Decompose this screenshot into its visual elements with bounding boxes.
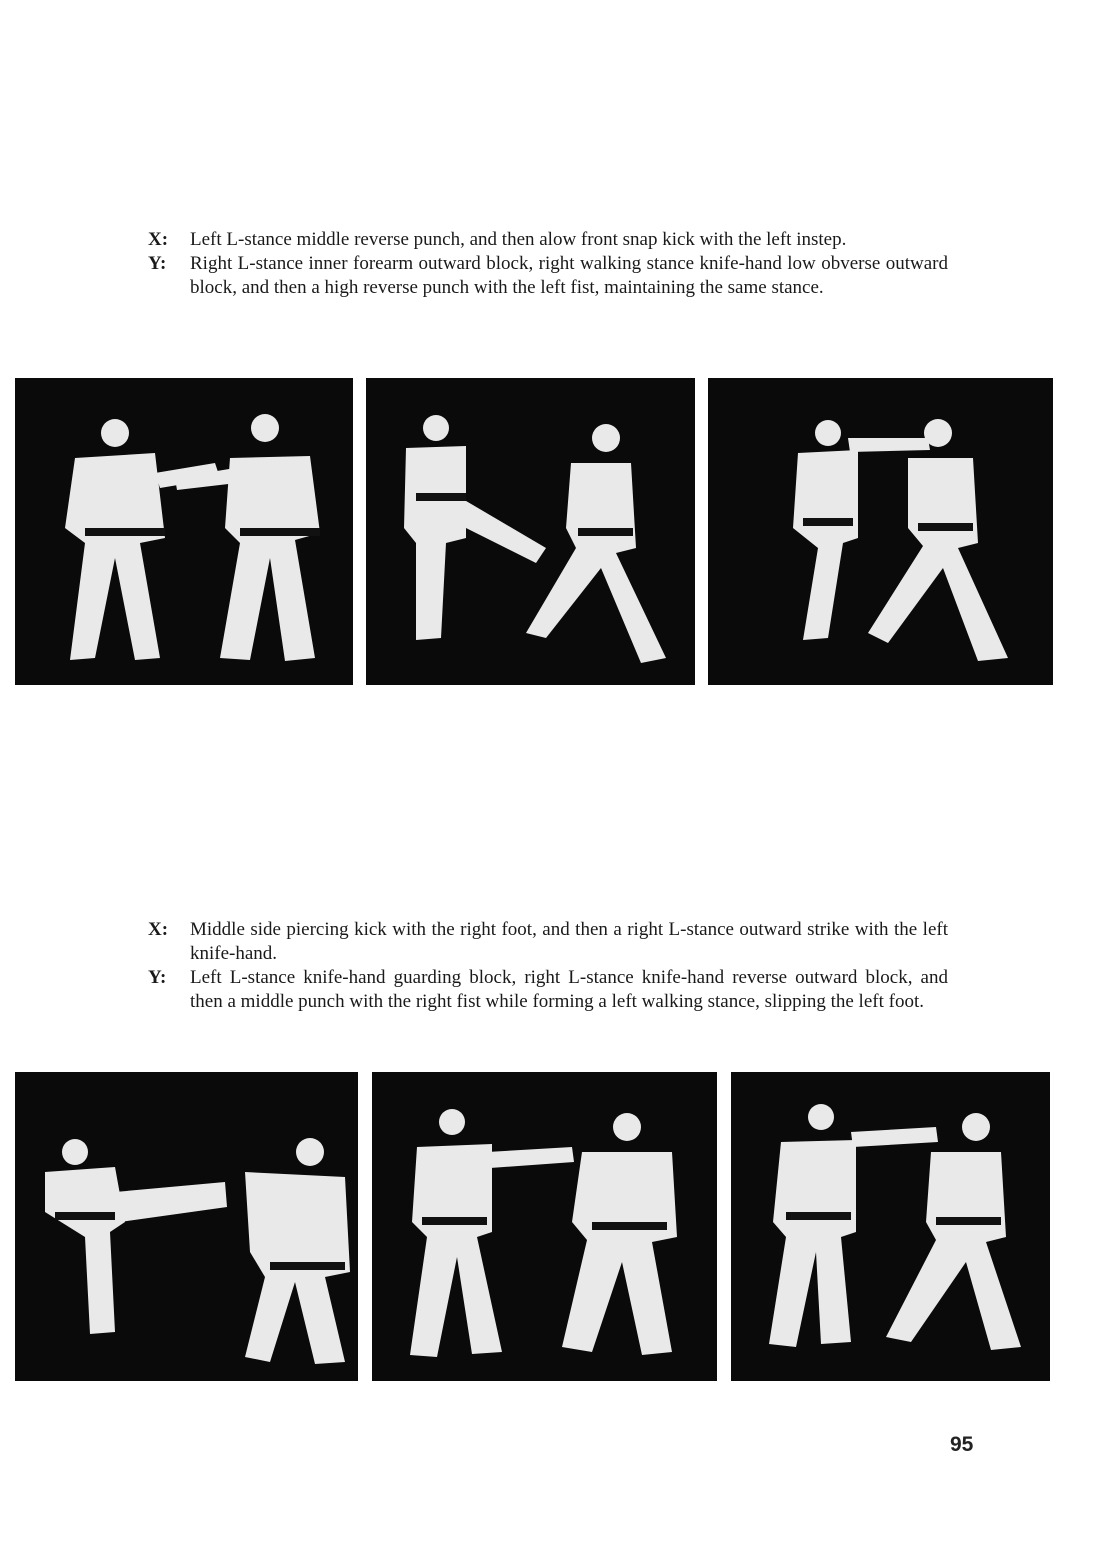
entry-text: Left L-stance middle reverse punch, and then alow front snap kick with the left instep. xyxy=(190,229,847,250)
entry-text: Left L-stance knife-hand guarding block, right L-stance knife-hand reverse outward block, and then a middle punch with the right fist while forming a left walking stance, slipping the left foot. xyxy=(190,967,948,1012)
page-number: 95 xyxy=(950,1433,974,1456)
photo-2a xyxy=(15,1072,358,1381)
entry-label: Y: xyxy=(148,253,167,274)
entry-x xyxy=(148,918,948,966)
entry-label: X: xyxy=(148,919,169,940)
technique-text-block-2 xyxy=(148,918,948,1014)
technique-text-block-1 xyxy=(148,228,948,300)
photo-2b xyxy=(372,1072,717,1381)
photo-2c xyxy=(731,1072,1050,1381)
entry-label: Y: xyxy=(148,967,167,988)
entry-y xyxy=(148,966,948,1014)
entry-text: Right L-stance inner forearm outward block, right walking stance knife-hand low obverse outward block, and then a high reverse punch with the left fist, maintaining the same stance. xyxy=(190,253,948,298)
entry-text: Middle side piercing kick with the right foot, and then a right L-stance outward strike with the left knife-hand. xyxy=(190,919,948,964)
entry-label: X: xyxy=(148,229,169,250)
entry-x xyxy=(148,228,948,252)
photo-1c xyxy=(708,378,1053,685)
photo-1b xyxy=(366,378,695,685)
entry-y xyxy=(148,252,948,300)
photo-1a xyxy=(15,378,353,685)
